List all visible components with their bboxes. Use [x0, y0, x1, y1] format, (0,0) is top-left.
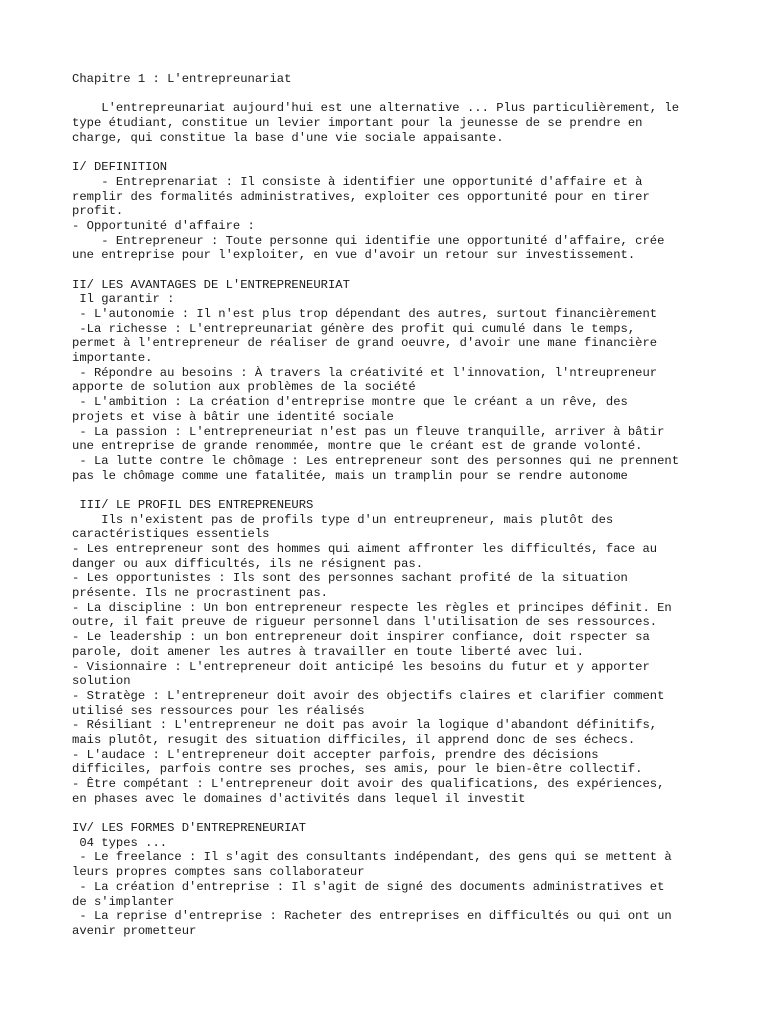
- text-line: - Stratège : L'entrepreneur doit avoir des objectifs claires et clarifier comment: [72, 688, 665, 703]
- text-line: - Les entrepreneur sont des hommes qui aiment affronter les difficultés, face au: [72, 542, 658, 556]
- text-line: utilisé ses ressources pour les réalisés: [72, 703, 365, 718]
- text-line: - La discipline : Un bon entrepreneur respecte les règles et principes définit. En: [72, 600, 672, 615]
- blank-line: [72, 145, 712, 160]
- section-heading: III/ LE PROFIL DES ENTREPRENEURS: [72, 497, 314, 512]
- document-page: [72, 72, 712, 939]
- text-line: en phases avec le domaines d'activités dans lequel il investit: [72, 791, 526, 806]
- text-line: - L'autonomie : Il n'est plus trop dépendant des autres, surtout financièrement: [72, 307, 658, 321]
- blank-line: [72, 483, 712, 498]
- text-line: - La création d'entreprise : Il s'agit de signé des documents administratives et: [72, 879, 665, 894]
- text-line: outre, il fait preuve de rigueur personnel dans l'utilisation de ses ressources.: [72, 615, 658, 630]
- text-line: - Le freelance : Il s'agit des consultants indépendant, des gens qui se mettent à: [72, 850, 672, 865]
- text-line: une entreprise pour l'exploiter, en vue d'avoir un retour sur investissement.: [72, 248, 636, 263]
- text-line: - Les opportunistes : Ils sont des personnes sachant profité de la situation: [72, 571, 628, 586]
- text-line: leurs propres comptes sans collaborateur: [72, 865, 365, 880]
- text-line: - La reprise d'entreprise : Racheter des entreprises en difficultés ou qui ont un: [72, 909, 672, 924]
- text-line: profit.: [72, 204, 124, 219]
- text-line: - Entrepreneur : Toute personne qui identifie une opportunité d'affaire, crée: [72, 233, 665, 248]
- blank-line: [72, 806, 712, 821]
- text-line: -La richesse : L'entrepreunariat génère des profit qui cumulé dans le temps,: [72, 321, 636, 336]
- text-line: Il garantir :: [72, 292, 175, 307]
- text-line: - Répondre au besoins : À travers la créativité et l'innovation, l'ntreupreneur: [72, 365, 658, 380]
- text-line: remplir des formalités administratives, exploiter ces opportunité pour en tirer: [72, 189, 650, 204]
- text-line: danger ou aux difficultés, ils ne résignent pas.: [72, 556, 424, 571]
- text-line: apporte de solution aux problèmes de la société: [72, 380, 416, 395]
- text-line: - La lutte contre le chômage : Les entrepreneur sont des personnes qui ne prennent: [72, 453, 680, 468]
- text-line: - L'audace : L'entrepreneur doit accepter parfois, prendre des décisions: [72, 747, 599, 762]
- section-heading: IV/ LES FORMES D'ENTREPRENEURIAT: [72, 821, 307, 836]
- section-heading: II/ LES AVANTAGES DE L'ENTREPRENEURIAT: [72, 277, 350, 292]
- text-line: Ils n'existent pas de profils type d'un entreupreneur, mais plutôt des: [72, 512, 614, 527]
- text-line: caractéristiques essentiels: [72, 527, 270, 542]
- text-line: difficiles, parfois contre ses proches, ses amis, pour le bien-être collectif.: [72, 762, 643, 777]
- text-line: mais plutôt, resugit des situation difficiles, il apprend donc de ses échecs.: [72, 732, 636, 747]
- text-line: une entreprise de grande renommée, montre que le créant est de grande volonté.: [72, 439, 643, 454]
- text-line: importante.: [72, 351, 153, 366]
- text-line: projets et vise à bâtir une identité sociale: [72, 409, 394, 424]
- text-line: permet à l'entrepreneur de réaliser de grand oeuvre, d'avoir une mane financière: [72, 336, 658, 351]
- text-line: pas le chômage comme une fatalitée, mais un tramplin pour se rendre autonome: [72, 468, 628, 483]
- text-line: - Entreprenariat : Il consiste à identifier une opportunité d'affaire et à: [72, 174, 643, 189]
- section-heading: Chapitre 1 : L'entrepreunariat: [72, 72, 292, 86]
- text-line: - Être compétant : L'entrepreneur doit avoir des qualifications, des expériences,: [72, 777, 665, 791]
- text-line: avenir prometteur: [72, 923, 197, 938]
- text-line: - La passion : L'entrepreneuriat n'est pas un fleuve tranquille, arriver à bâtir: [72, 424, 665, 439]
- text-line: L'entrepreunariat aujourd'hui est une alternative ... Plus particulièrement, le: [72, 101, 680, 116]
- text-line: de s'implanter: [72, 894, 175, 909]
- text-line: - L'ambition : La création d'entreprise montre que le créant a un rêve, des: [72, 395, 628, 410]
- text-line: - Visionnaire : L'entrepreneur doit anticipé les besoins du futur et y apporter: [72, 659, 650, 674]
- blank-line: [72, 87, 712, 102]
- text-line: présente. Ils ne procrastinent pas.: [72, 586, 328, 601]
- text-line: parole, doit amener les autres à travailler en toute liberté avec lui.: [72, 644, 584, 659]
- text-line: type étudiant, constitue un levier important pour la jeunesse de se prendre en: [72, 116, 643, 131]
- text-line: solution: [72, 674, 131, 689]
- blank-line: [72, 263, 712, 278]
- text-line: - Le leadership : un bon entrepreneur doit inspirer confiance, doit rspecter sa: [72, 630, 650, 645]
- section-heading: I/ DEFINITION: [72, 160, 168, 175]
- text-line: charge, qui constitue la base d'une vie sociale appaisante.: [72, 130, 504, 145]
- text-line: - Opportunité d'affaire :: [72, 218, 255, 233]
- text-line: - Résiliant : L'entrepreneur ne doit pas avoir la logique d'abandont définitifs,: [72, 718, 658, 733]
- text-line: 04 types ...: [72, 835, 168, 850]
